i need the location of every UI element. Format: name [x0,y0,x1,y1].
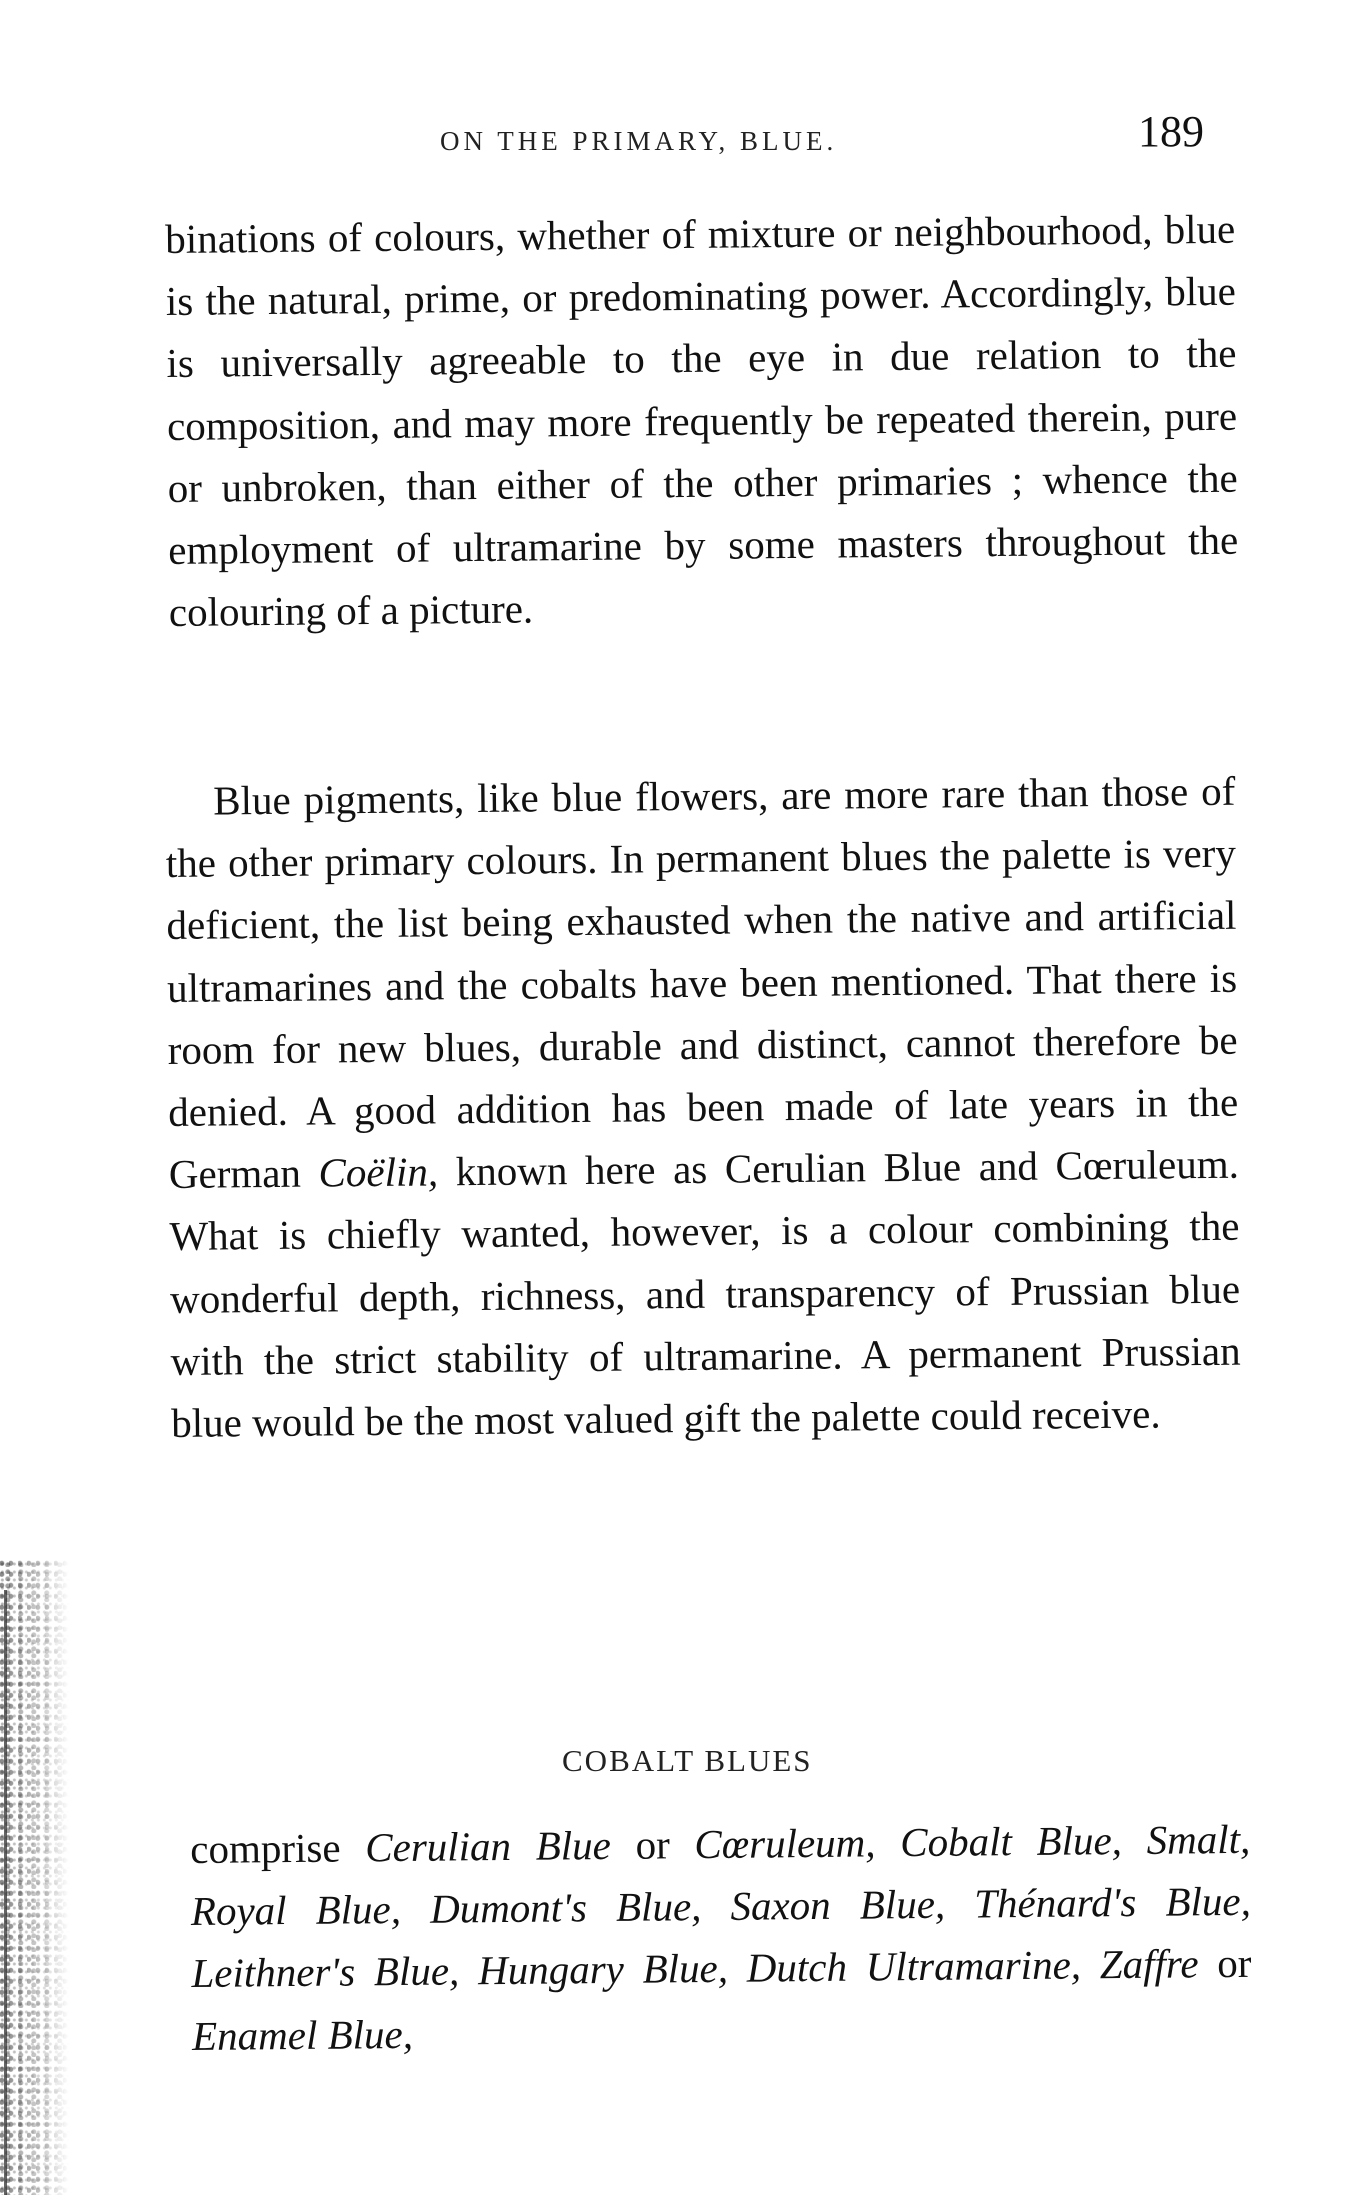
paragraph-2-italic: Coëlin, [318,1148,439,1196]
pigment-name: Dumont's Blue, [429,1883,702,1932]
pigment-name: Cobalt Blue, [899,1817,1123,1866]
pigment-separator [1122,1817,1147,1863]
pigment-separator [1081,1942,1100,1988]
pigment-name: Hungary Blue, [477,1945,729,1994]
pigment-name: Leithner's Blue, [191,1947,460,1997]
page-number: 189 [1138,107,1204,156]
paragraph-2-text-b: known here as Cerulian Blue and Cœruleum. What is chiefly wanted, however, is a colour combining the wonderful depth, richness, and transparency of Prussian blue with the strict stability of ultramarine. A permanent Prussian blue would be the most valued gift the palette could receive. [169,1140,1241,1447]
pigment-name: Saxon Blue, [730,1880,946,1930]
pigment-name: Cerulian Blue [365,1821,612,1871]
pigment-separator: or [610,1821,695,1868]
pigment-separator [945,1881,975,1927]
paragraph-2 [165,760,1242,1454]
section-heading: COBALT BLUES [562,1743,813,1778]
pigment-separator: or [1198,1940,1252,1987]
pigment-name: Royal Blue, [190,1886,402,1935]
scan-edge-noise [0,1560,70,2195]
pigment-name: Enamel Blue, [191,2010,414,2059]
pigment-separator [459,1948,478,1994]
pigment-name: Thénard's Blue, [974,1878,1252,1927]
pigment-separator [401,1886,431,1932]
running-head: ON THE PRIMARY, BLUE. [440,126,838,156]
paragraph-3 [190,1808,1252,2067]
pigment-name: Cœruleum, [694,1819,876,1868]
pigment-name: Smalt, [1146,1815,1251,1863]
paragraph-1: binations of colours, whether of mixture or neighbourhood, blue is the natural, prime, or predominating power. Accordingly, blue is universally agreeable to the eye in due relation to the composition, and may more frequently be repeated therein, pure or unbroken, than either of the other primaries ; whence the employment of ultramarine by some masters throughout the colouring of a picture. [165,205,1239,636]
paragraph-3-lead: comprise [190,1824,366,1872]
pigment-separator [875,1819,900,1865]
pigment-name: Dutch Ultramarine, [746,1941,1082,1992]
pigment-separator [701,1883,731,1929]
pigment-name: Zaffre [1099,1940,1199,1988]
scan-edge-line [4,1590,7,2195]
pigment-separator [728,1945,747,1991]
paragraph-2-text-a: Blue pigments, like blue flowers, are more rare than those of the other primary colours. In permanent blues the palette is very deficient, the list being exhausted when the native and artificial ultramarines and the cobalts have been mentioned. That there is room for new blues, durable and distinct, cannot therefore be denied. A good addition has been made of late years in the German [165,767,1239,1198]
